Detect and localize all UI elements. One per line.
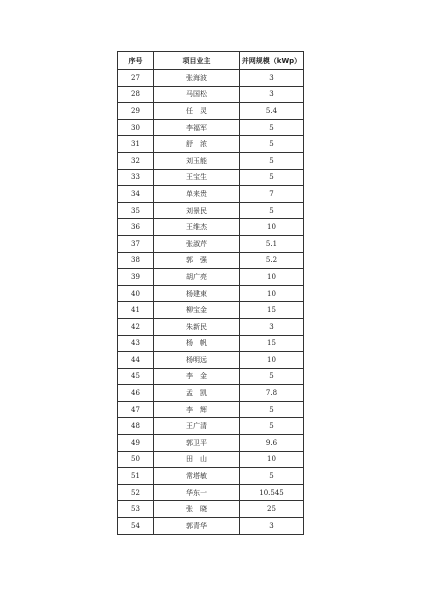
cell-grid-scale: 5 — [240, 202, 304, 219]
cell-serial-number: 49 — [118, 435, 154, 452]
cell-serial-number: 41 — [118, 302, 154, 319]
table-row — [118, 136, 304, 153]
table-row — [118, 70, 304, 87]
table-header — [118, 52, 304, 70]
cell-grid-scale: 7 — [240, 186, 304, 203]
cell-serial-number: 36 — [118, 219, 154, 236]
cell-project-owner: 刘玉能 — [154, 152, 240, 169]
cell-serial-number: 35 — [118, 202, 154, 219]
cell-grid-scale: 7.8 — [240, 385, 304, 402]
cell-grid-scale: 15 — [240, 302, 304, 319]
cell-serial-number: 30 — [118, 119, 154, 136]
cell-project-owner: 华东一 — [154, 484, 240, 501]
table-row — [118, 202, 304, 219]
table-row — [118, 235, 304, 252]
table-body — [118, 70, 304, 535]
cell-grid-scale: 15 — [240, 335, 304, 352]
cell-project-owner: 王维杰 — [154, 219, 240, 236]
cell-serial-number: 48 — [118, 418, 154, 435]
cell-grid-scale: 5 — [240, 119, 304, 136]
cell-grid-scale: 10 — [240, 219, 304, 236]
table-row — [118, 518, 304, 535]
header-row — [118, 52, 304, 70]
cell-grid-scale: 10 — [240, 285, 304, 302]
cell-project-owner: 任 灵 — [154, 103, 240, 120]
table-row — [118, 401, 304, 418]
table-row — [118, 285, 304, 302]
cell-serial-number: 46 — [118, 385, 154, 402]
cell-grid-scale: 5.2 — [240, 252, 304, 269]
cell-serial-number: 32 — [118, 152, 154, 169]
cell-grid-scale: 25 — [240, 501, 304, 518]
table-row — [118, 103, 304, 120]
table-row — [118, 335, 304, 352]
table-row — [118, 86, 304, 103]
cell-project-owner: 郭青华 — [154, 518, 240, 535]
cell-project-owner: 朱新民 — [154, 318, 240, 335]
cell-grid-scale: 10.545 — [240, 484, 304, 501]
cell-project-owner: 刘景民 — [154, 202, 240, 219]
cell-serial-number: 40 — [118, 285, 154, 302]
cell-project-owner: 郭卫平 — [154, 435, 240, 452]
cell-project-owner: 李福军 — [154, 119, 240, 136]
cell-grid-scale: 10 — [240, 352, 304, 369]
cell-project-owner: 田 山 — [154, 451, 240, 468]
cell-serial-number: 38 — [118, 252, 154, 269]
cell-grid-scale: 5 — [240, 468, 304, 485]
cell-grid-scale: 9.6 — [240, 435, 304, 452]
table-row — [118, 302, 304, 319]
table-row — [118, 269, 304, 286]
cell-project-owner: 柳宝金 — [154, 302, 240, 319]
cell-grid-scale: 5.4 — [240, 103, 304, 120]
header-project-owner: 项目业主 — [154, 52, 240, 70]
table-row — [118, 468, 304, 485]
cell-serial-number: 42 — [118, 318, 154, 335]
cell-serial-number: 43 — [118, 335, 154, 352]
cell-serial-number: 47 — [118, 401, 154, 418]
cell-grid-scale: 5 — [240, 401, 304, 418]
cell-project-owner: 张 晓 — [154, 501, 240, 518]
cell-serial-number: 34 — [118, 186, 154, 203]
cell-project-owner: 杨明远 — [154, 352, 240, 369]
cell-serial-number: 31 — [118, 136, 154, 153]
table-row — [118, 219, 304, 236]
cell-serial-number: 52 — [118, 484, 154, 501]
cell-project-owner: 李 辉 — [154, 401, 240, 418]
cell-serial-number: 28 — [118, 86, 154, 103]
cell-grid-scale: 10 — [240, 451, 304, 468]
cell-grid-scale: 5 — [240, 418, 304, 435]
cell-grid-scale: 5.1 — [240, 235, 304, 252]
cell-grid-scale: 10 — [240, 269, 304, 286]
cell-serial-number: 44 — [118, 352, 154, 369]
cell-project-owner: 杨建束 — [154, 285, 240, 302]
table-row — [118, 152, 304, 169]
cell-serial-number: 51 — [118, 468, 154, 485]
cell-grid-scale: 5 — [240, 152, 304, 169]
cell-project-owner: 孟 凯 — [154, 385, 240, 402]
table-row — [118, 186, 304, 203]
cell-serial-number: 50 — [118, 451, 154, 468]
header-grid-scale: 并网规模（kWp） — [240, 52, 304, 70]
cell-grid-scale: 3 — [240, 86, 304, 103]
cell-project-owner: 常塔敏 — [154, 468, 240, 485]
table-row — [118, 352, 304, 369]
cell-project-owner: 马国松 — [154, 86, 240, 103]
table-row — [118, 484, 304, 501]
cell-grid-scale: 3 — [240, 318, 304, 335]
cell-project-owner: 张淑芹 — [154, 235, 240, 252]
cell-serial-number: 53 — [118, 501, 154, 518]
project-table — [117, 51, 304, 535]
cell-grid-scale: 5 — [240, 169, 304, 186]
table-row — [118, 385, 304, 402]
cell-project-owner: 胡广亮 — [154, 269, 240, 286]
cell-project-owner: 王广清 — [154, 418, 240, 435]
table-row — [118, 169, 304, 186]
table-row — [118, 252, 304, 269]
header-serial-number: 序号 — [118, 52, 154, 70]
cell-serial-number: 33 — [118, 169, 154, 186]
cell-grid-scale: 3 — [240, 70, 304, 87]
cell-serial-number: 45 — [118, 368, 154, 385]
cell-project-owner: 王宝生 — [154, 169, 240, 186]
cell-project-owner: 张海波 — [154, 70, 240, 87]
cell-serial-number: 37 — [118, 235, 154, 252]
cell-project-owner: 单来贵 — [154, 186, 240, 203]
table-row — [118, 501, 304, 518]
cell-grid-scale: 5 — [240, 368, 304, 385]
cell-project-owner: 杨 帆 — [154, 335, 240, 352]
cell-project-owner: 郭 强 — [154, 252, 240, 269]
cell-serial-number: 27 — [118, 70, 154, 87]
table-row — [118, 119, 304, 136]
table-row — [118, 318, 304, 335]
cell-serial-number: 54 — [118, 518, 154, 535]
cell-grid-scale: 5 — [240, 136, 304, 153]
cell-project-owner: 舒 浓 — [154, 136, 240, 153]
table-row — [118, 451, 304, 468]
cell-serial-number: 39 — [118, 269, 154, 286]
cell-serial-number: 29 — [118, 103, 154, 120]
cell-grid-scale: 3 — [240, 518, 304, 535]
table-row — [118, 368, 304, 385]
table-row — [118, 418, 304, 435]
table-row — [118, 435, 304, 452]
cell-project-owner: 李 金 — [154, 368, 240, 385]
